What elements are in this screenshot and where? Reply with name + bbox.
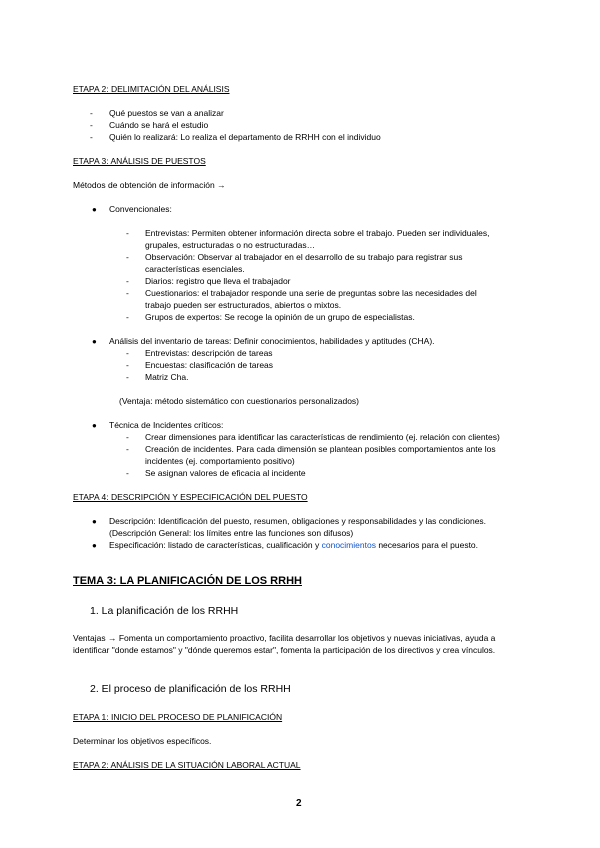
dash-marker: - (90, 120, 93, 130)
list-item: Creación de incidentes. Para cada dimensión se plantean posibles comportamientos ante los (145, 444, 496, 454)
list-item-cont: grupales, estructuradas o no estructuradas… (145, 240, 316, 250)
list-item: Encuestas: clasificación de tareas (145, 360, 274, 370)
tema3-title: TEMA 3: LA PLANIFICACIÓN DE LOS RRHH (73, 575, 302, 587)
dash-marker: - (126, 372, 129, 382)
inventario-note: (Ventaja: método sistemático con cuestionarios personalizados) (119, 396, 360, 406)
list-item-cont: incidentes (ej. comportamiento positivo) (145, 456, 295, 466)
dash-marker: - (126, 468, 129, 478)
list-item: Diarios: registro que lleva el trabajador (145, 276, 291, 286)
ventajas-line-2: identificar "donde estamos" y "dónde queremos estar", fomenta la participación de los directivos y crea vínculos. (73, 645, 496, 655)
section-1-heading: 1. La planificación de los RRHH (90, 605, 239, 617)
etapa1-text: Determinar los objetivos específicos. (73, 736, 212, 746)
bullet-dot: ● (92, 205, 97, 214)
etapa3-heading: ETAPA 3: ANÁLISIS DE PUESTOS (73, 156, 206, 166)
descripcion-text: Descripción: Identificación del puesto, resumen, obligaciones y responsabilidades y las condiciones. (109, 516, 487, 526)
bullet-dot: ● (92, 421, 97, 430)
especificacion-post: necesarios para el puesto. (375, 540, 479, 550)
list-item: Quién lo realizará: Lo realiza el departamento de RRHH con el individuo (109, 132, 381, 142)
list-item: Cuestionarios: el trabajador responde una serie de preguntas sobre las necesidades del (145, 288, 477, 298)
especificacion-text (109, 540, 478, 551)
etapa2-situacion-heading: ETAPA 2: ANÁLISIS DE LA SITUACIÓN LABORAL ACTUAL (73, 760, 301, 770)
bullet-dot: ● (92, 541, 97, 550)
list-item: Observación: Observar al trabajador en el desarrollo de su trabajo para registrar sus (145, 252, 463, 262)
list-item: Qué puestos se van a analizar (109, 108, 224, 118)
convencionales-label: Convencionales: (109, 204, 172, 214)
list-item: Entrevistas: Permiten obtener información directa sobre el trabajo. Pueden ser individuales, (145, 228, 490, 238)
list-item: Cuándo se hará el estudio (109, 120, 209, 130)
especificacion-pre: Especificación: listado de características, cualificación y (109, 540, 322, 550)
etapa4-heading: ETAPA 4: DESCRIPCIÓN Y ESPECIFICACIÓN DEL PUESTO (73, 492, 308, 502)
list-item: Se asignan valores de eficacia al incidente (145, 468, 306, 478)
dash-marker: - (90, 132, 93, 142)
list-item: Entrevistas: descripción de tareas (145, 348, 273, 358)
etapa2-heading: ETAPA 2: DELIMITACIÓN DEL ANÁLISIS (73, 84, 230, 94)
list-item: Crear dimensiones para identificar las características de rendimiento (ej. relación con clientes) (145, 432, 500, 442)
descripcion-general: (Descripción General: los límites entre las funciones son difusos) (109, 528, 354, 538)
page-number: 2 (296, 798, 302, 809)
dash-marker: - (126, 444, 129, 454)
dash-marker: - (126, 252, 129, 262)
bullet-dot: ● (92, 337, 97, 346)
dash-marker: - (126, 432, 129, 442)
list-item-cont: trabajo pueden ser estructurados, abiertos o mixtos. (145, 300, 342, 310)
dash-marker: - (126, 360, 129, 370)
etapa1-heading: ETAPA 1: INICIO DEL PROCESO DE PLANIFICACIÓN (73, 712, 283, 722)
dash-marker: - (126, 312, 129, 322)
dash-marker: - (126, 276, 129, 286)
list-item: Grupos de expertos: Se recoge la opinión de un grupo de especialistas. (145, 312, 415, 322)
ventajas-line-1: Ventajas → Fomenta un comportamiento proactivo, facilita desarrollar los objetivos y nuevas iniciativas, ayuda a (73, 633, 496, 643)
dash-marker: - (126, 288, 129, 298)
conocimientos-link[interactable]: conocimientos (321, 540, 376, 550)
dash-marker: - (90, 108, 93, 118)
etapa3-intro: Métodos de obtención de información → (73, 180, 226, 190)
list-item: Matriz Cha. (145, 372, 189, 382)
bullet-dot: ● (92, 517, 97, 526)
incidentes-label: Técnica de Incidentes críticos: (109, 420, 224, 430)
dash-marker: - (126, 348, 129, 358)
list-item-cont: características esenciales. (145, 264, 245, 274)
dash-marker: - (126, 228, 129, 238)
inventario-label: Análisis del inventario de tareas: Definir conocimientos, habilidades y aptitudes (CHA). (109, 336, 435, 346)
section-2-heading: 2. El proceso de planificación de los RRHH (90, 683, 291, 695)
